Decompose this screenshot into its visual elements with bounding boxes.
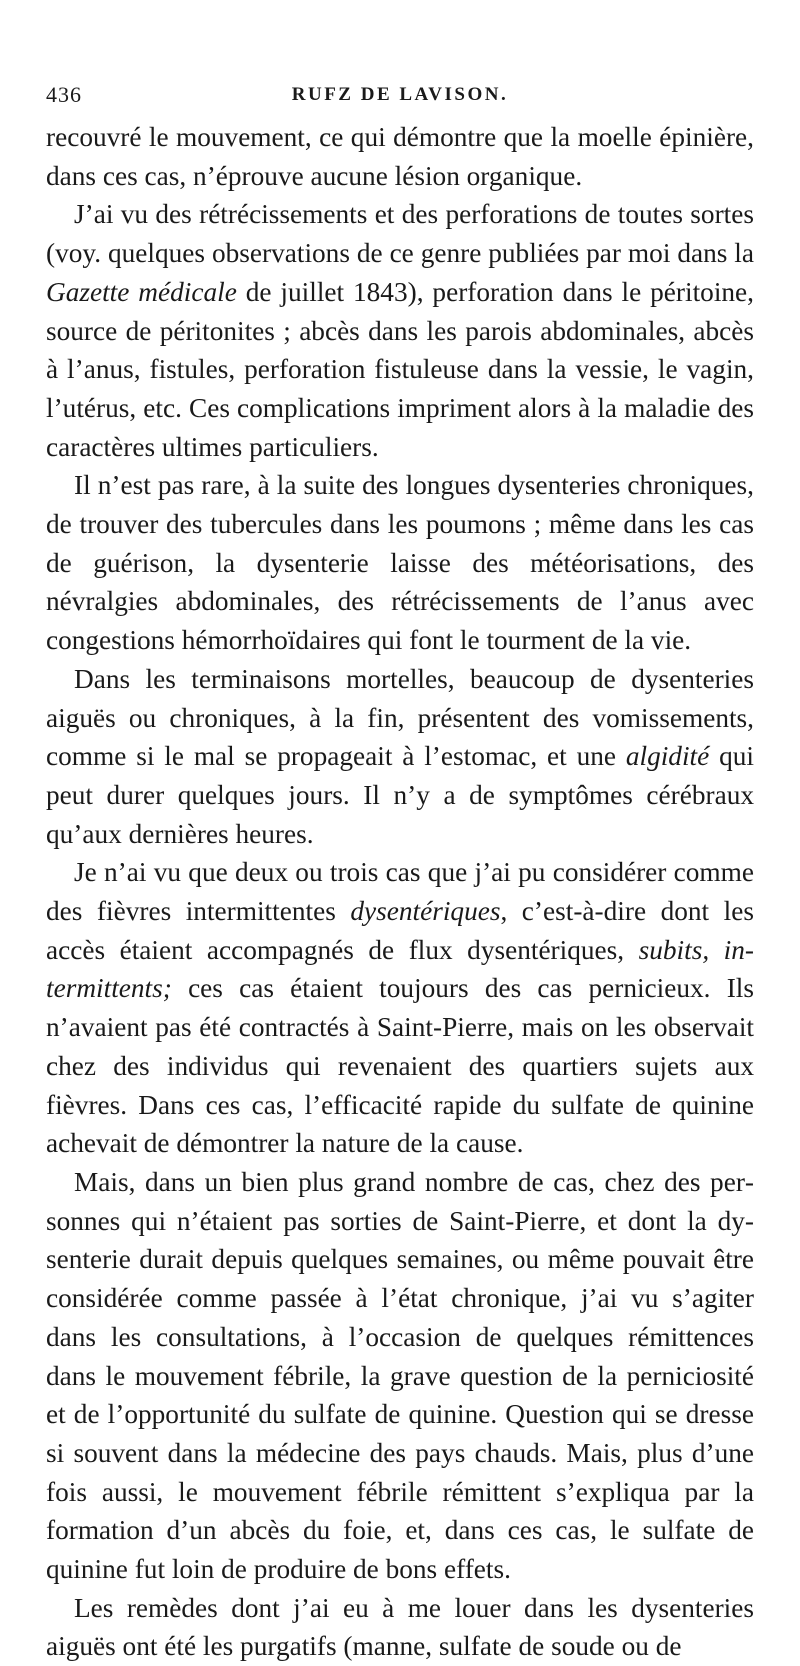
running-title: RUFZ DE LAVISON.: [291, 84, 509, 105]
text-segment: Il n’est pas rare, à la suite des longues dysenteries chroniques, de trouver des tubercules dans les poumons ; même dans les cas de guérison, la dysenterie laisse des météorisations, des névralgies abdominales, des rétrécissements de l’anus avec congestions hémorrhoïdaires qui font le tourment de la vie.: [46, 470, 754, 656]
text-segment: Mais, dans un bien plus grand nombre de cas, chez des personnes qui n’étaient pas sorties de Saint-Pierre, et dont la dysenterie durait depuis quelques semaines, ou même pouvait être considérée comme passée à l’état chronique, j’ai vu s’agiter dans les consultations, à l’occasion de quelques rémittences dans le mouvement fébrile, la grave question de la perniciosité et de l’opportunité du sulfate de quinine. Question qui se dresse si souvent dans la médecine des pays chauds. Mais, plus d’une fois aussi, le mouvement fébrile rémittent s’expliqua par la formation d’un abcès du foie, et, dans ces cas, le sulfate de quinine fut loin de produire de bons effets.: [46, 1166, 754, 1585]
paragraph: [46, 118, 754, 195]
page-number: 436: [46, 82, 82, 107]
paragraph: [46, 466, 754, 660]
paragraph: [46, 195, 754, 466]
paragraph: [46, 1589, 754, 1666]
text-segment: J’ai vu des rétrécissements et des perforations de toutes sortes (voy. quelques observations de ce genre publiées par moi dans la: [46, 199, 754, 269]
text-segment: Les remèdes dont j’ai eu à me louer dans les dysenteries aiguës ont été les purgatifs (manne, sulfate de soude ou de: [46, 1592, 754, 1662]
text-segment: Dans les terminaisons mortelles, beaucoup de dysenteries aiguës ou chroniques, à la fin, présentent des vomissements, comme si le mal se propageait à l’estomac, et une: [46, 663, 754, 772]
paragraph: [46, 660, 754, 854]
text-segment: qui peut durer quelques jours. Il n’y a de symptômes cérébraux qu’aux dernières heures.: [46, 741, 754, 849]
italic-text: algidité: [625, 741, 710, 772]
paragraph: [46, 1163, 754, 1589]
text-segment: recouvré le mouvement, ce qui démontre que la moelle épinière, dans ces cas, n’éprouve aucune lésion organique.: [46, 122, 754, 191]
text-segment: de juillet 1843), perforation dans le péritoine, source de péritonites ; abcès dans les parois abdominales, abcès à l’anus, fistules, perforation fistuleuse dans la vessie, le vagin, l’utérus, etc. Ces complications impriment alors à la maladie des caractères ultimes particuliers.: [46, 276, 754, 462]
paragraph: [46, 853, 754, 1163]
italic-text: subits, intermittents;: [46, 934, 754, 1004]
body-text: [46, 118, 754, 1666]
text-segment: , c’est-à-dire dont les accès étaient accompagnés de flux dysentériques,: [46, 896, 754, 965]
page-header: [46, 82, 754, 110]
italic-text: Gazette médicale: [46, 276, 237, 307]
italic-text: dysentériques: [350, 896, 501, 927]
text-segment: ces cas étaient toujours des cas pernicieux. Ils n’avaient pas été contractés à Saint-Pierre, mais on les observait chez des individus qui revenaient des quartiers sujets aux fièvres. Dans ces cas, l’efficacité rapide du sulfate de quinine achevait de démontrer la nature de la cause.: [46, 973, 754, 1159]
text-segment: Je n’ai vu que deux ou trois cas que j’ai pu considérer comme des fièvres intermittentes: [46, 857, 754, 927]
